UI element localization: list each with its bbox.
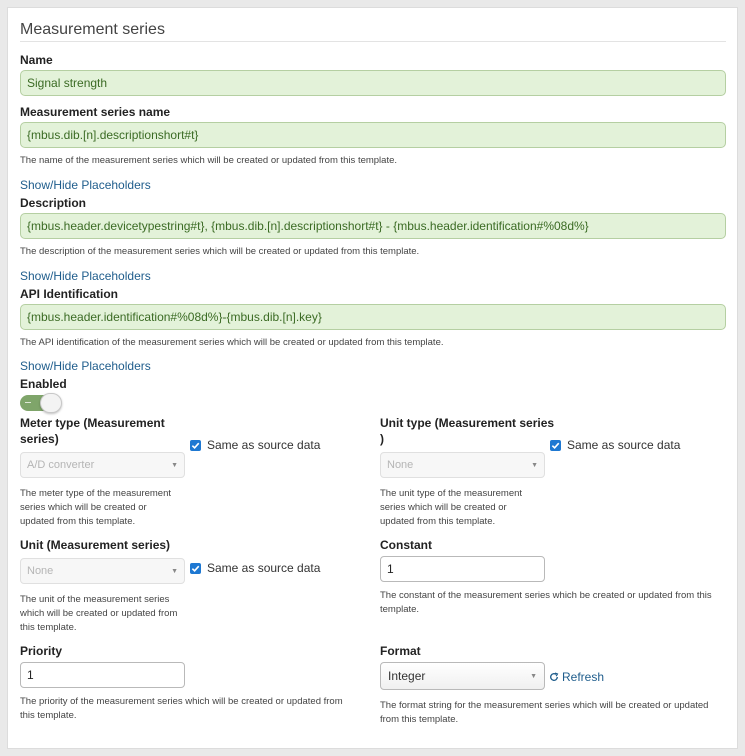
series-name-placeholders-link[interactable]: Show/Hide Placeholders bbox=[20, 178, 151, 192]
unit-type-select[interactable] bbox=[380, 452, 545, 478]
format-select[interactable] bbox=[380, 662, 545, 690]
unit-type-same-as-source[interactable] bbox=[550, 438, 680, 452]
section-divider bbox=[20, 41, 726, 42]
unit-help-3: this template. bbox=[20, 622, 77, 633]
measurement-series-panel bbox=[7, 7, 738, 749]
series-name-input[interactable]: {mbus.dib.[n].descriptionshort#t} bbox=[20, 122, 726, 148]
refresh-icon bbox=[549, 672, 559, 682]
name-label: Name bbox=[20, 53, 53, 67]
unit-help-1: The unit of the measurement series bbox=[20, 594, 170, 605]
meter-type-help-3: updated from this template. bbox=[20, 516, 136, 527]
chevron-down-icon: ▼ bbox=[171, 461, 178, 469]
series-name-help: The name of the measurement series which will be created or updated from this template. bbox=[20, 155, 398, 166]
api-identification-label: API Identification bbox=[20, 287, 119, 301]
check-icon[interactable] bbox=[550, 440, 561, 451]
check-icon[interactable] bbox=[190, 440, 201, 451]
api-identification-placeholders-link[interactable]: Show/Hide Placeholders bbox=[20, 359, 151, 373]
unit-type-help-1: The unit type of the measurement bbox=[380, 488, 523, 499]
meter-type-label-line1: Meter type (Measurement bbox=[20, 416, 165, 430]
enabled-toggle[interactable] bbox=[20, 395, 61, 411]
unit-same-as-source-label: Same as source data bbox=[207, 561, 321, 575]
api-identification-help: The API identification of the measurement series which will be created or updated from this template. bbox=[20, 337, 444, 348]
unit-type-help-3: updated from this template. bbox=[380, 516, 496, 527]
section-title: Measurement series bbox=[20, 21, 165, 38]
meter-type-help-2: series which will be created or bbox=[20, 502, 147, 513]
constant-label: Constant bbox=[380, 538, 432, 552]
format-value: Integer bbox=[388, 669, 426, 683]
toggle-on-mark bbox=[25, 402, 31, 403]
unit-type-help-2: series which will be created or bbox=[380, 502, 507, 513]
constant-help-2: template. bbox=[380, 604, 420, 615]
format-help-1: The format string for the measurement series which will be created or updated bbox=[380, 700, 709, 711]
api-identification-input[interactable]: {mbus.header.identification#%08d%}-{mbus.dib.[n].key} bbox=[20, 304, 726, 330]
unit-help-2: which will be created or updated from bbox=[20, 608, 178, 619]
meter-type-same-as-source-label: Same as source data bbox=[207, 438, 321, 452]
chevron-down-icon: ▼ bbox=[530, 672, 537, 680]
unit-select[interactable] bbox=[20, 558, 185, 584]
name-input[interactable]: Signal strength bbox=[20, 70, 726, 96]
meter-type-same-as-source[interactable] bbox=[190, 438, 320, 452]
constant-input[interactable]: 1 bbox=[380, 556, 545, 582]
meter-type-select[interactable] bbox=[20, 452, 185, 478]
meter-type-value: A/D converter bbox=[27, 459, 95, 471]
series-name-label: Measurement series name bbox=[20, 105, 171, 119]
description-placeholders-link[interactable]: Show/Hide Placeholders bbox=[20, 269, 151, 283]
format-refresh-label[interactable]: Refresh bbox=[562, 670, 605, 684]
check-icon[interactable] bbox=[190, 563, 201, 574]
priority-help-1: The priority of the measurement series which will be created or updated from bbox=[20, 696, 343, 707]
unit-type-label-line2: ) bbox=[380, 432, 384, 446]
unit-type-value: None bbox=[387, 459, 414, 471]
unit-value: None bbox=[27, 565, 54, 577]
unit-same-as-source[interactable] bbox=[190, 561, 320, 575]
meter-type-label-line2: series) bbox=[20, 432, 59, 446]
priority-help-2: this template. bbox=[20, 710, 77, 721]
format-refresh-link[interactable] bbox=[549, 670, 604, 684]
format-help-2: from this template. bbox=[380, 714, 459, 725]
description-label: Description bbox=[20, 196, 87, 210]
priority-label: Priority bbox=[20, 644, 63, 658]
format-label: Format bbox=[380, 644, 421, 658]
priority-input[interactable]: 1 bbox=[20, 662, 185, 688]
chevron-down-icon: ▼ bbox=[171, 567, 178, 575]
enabled-label: Enabled bbox=[20, 377, 67, 391]
chevron-down-icon: ▼ bbox=[531, 461, 538, 469]
constant-help-1: The constant of the measurement series which be created or updated from this bbox=[380, 590, 712, 601]
description-help: The description of the measurement series which will be created or updated from this template. bbox=[20, 246, 420, 257]
unit-type-same-as-source-label: Same as source data bbox=[567, 438, 681, 452]
toggle-knob[interactable] bbox=[40, 393, 62, 413]
meter-type-help-1: The meter type of the measurement bbox=[20, 488, 172, 499]
description-input[interactable]: {mbus.header.devicetypestring#t}, {mbus.dib.[n].descriptionshort#t} - {mbus.header.identification#%08d%} bbox=[20, 213, 726, 239]
unit-type-label-line1: Unit type (Measurement series bbox=[380, 416, 555, 430]
unit-label: Unit (Measurement series) bbox=[20, 538, 171, 552]
